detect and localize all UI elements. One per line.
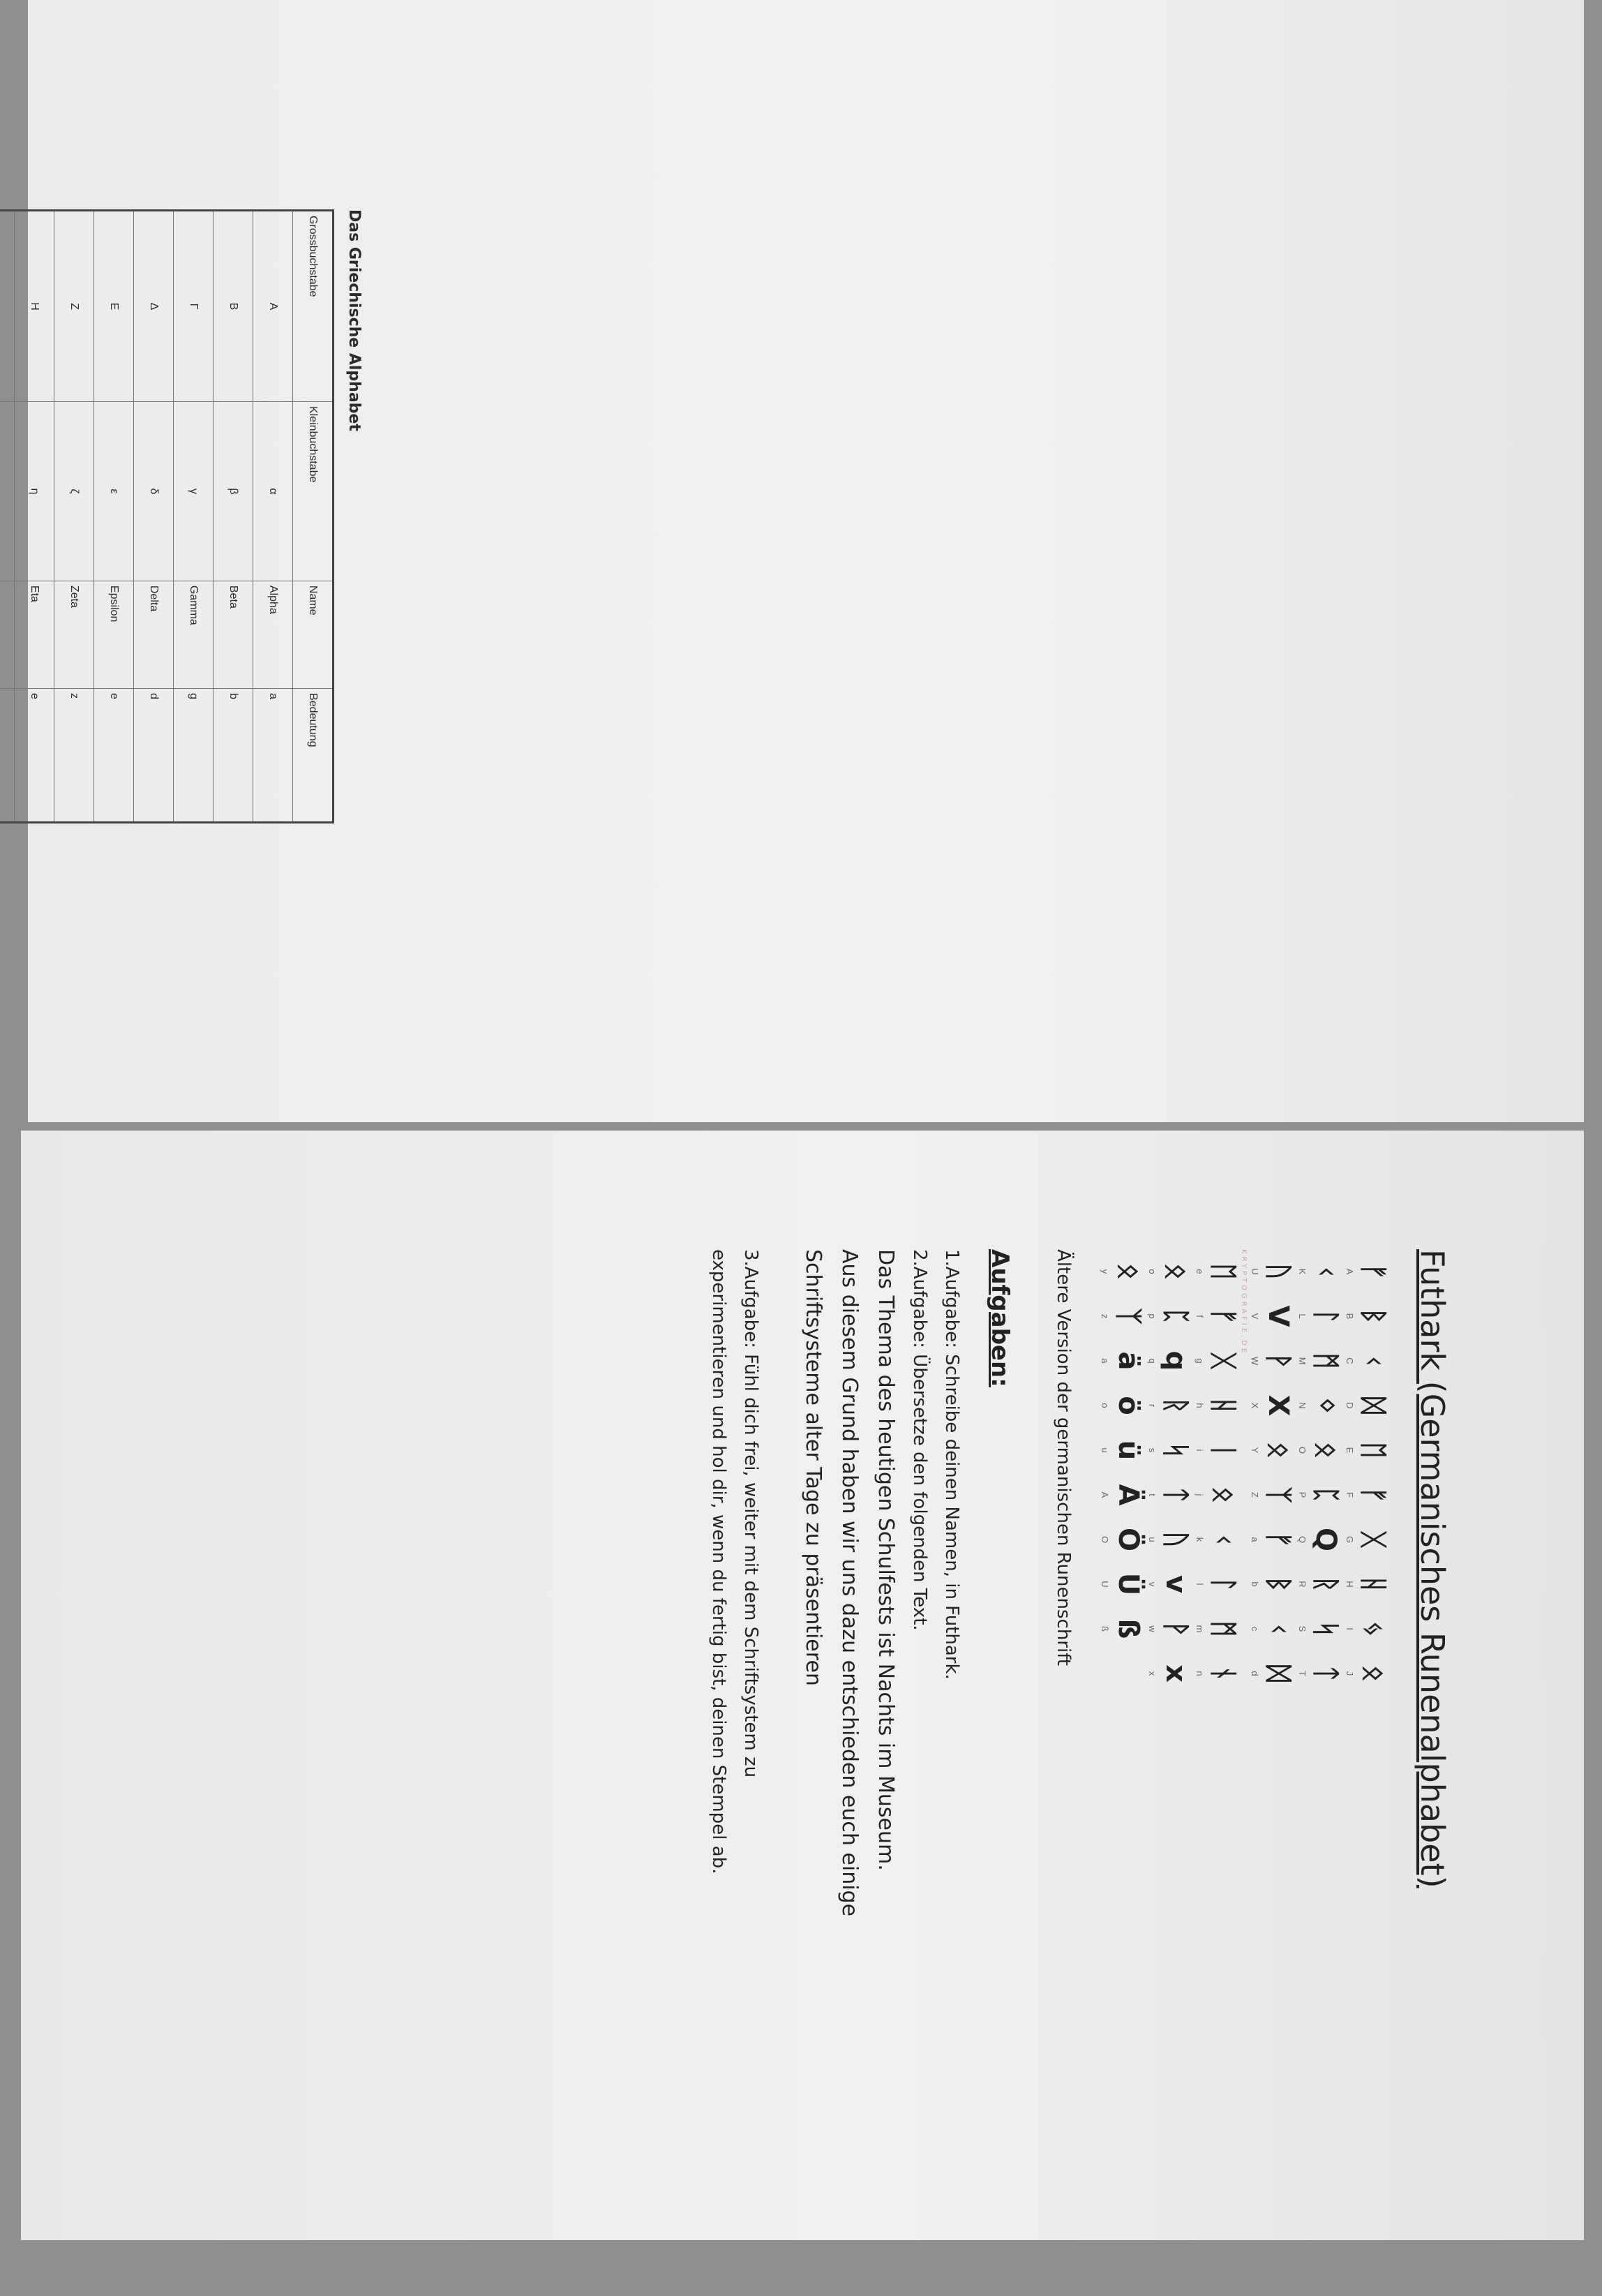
- rune-glyph-row: [1262, 1249, 1295, 2296]
- rune-letter: u: [1147, 1537, 1158, 1542]
- rune-letter: V: [1250, 1313, 1260, 1320]
- table-cell: b: [214, 689, 253, 823]
- rune-glyph: ᛟ: [1310, 1442, 1342, 1459]
- rune-glyph: ᚠ: [1262, 1531, 1294, 1548]
- rune-letter: c: [1250, 1626, 1260, 1632]
- rune-letter: t: [1147, 1493, 1158, 1496]
- rune-letter: A: [1100, 1491, 1110, 1498]
- rune-glyph: ᚲ: [1207, 1531, 1239, 1548]
- rune-glyph: ᚠ: [1357, 1263, 1389, 1280]
- rune-glyph: ᚲ: [1310, 1263, 1342, 1280]
- table-cell: e: [94, 689, 134, 823]
- table-cell: γ: [174, 401, 214, 581]
- rune-letter: k: [1195, 1537, 1205, 1542]
- rune-letter-row: [1192, 1249, 1206, 2296]
- rune-letter: w: [1147, 1625, 1158, 1632]
- task-3-line-2: experimentieren und hol dir, wenn du fertig bist, deinen Stempel ab.: [708, 1249, 729, 1874]
- rune-letter: v: [1147, 1581, 1158, 1587]
- futhark-page-content: [84, 1249, 1451, 2296]
- rune-glyph: ᚾ: [1207, 1665, 1239, 1682]
- table-cell: a: [253, 689, 293, 823]
- table-cell: Δ: [134, 211, 174, 402]
- rune-letter: S: [1297, 1625, 1308, 1632]
- futhark-title: Futhark (Germanisches Runenalphabet): [1414, 1249, 1451, 1888]
- column-header: Bedeutung: [293, 689, 334, 823]
- rune-glyph: ᛁ: [1207, 1442, 1239, 1459]
- table-cell: Η: [15, 211, 54, 402]
- table-cell: g: [174, 689, 214, 823]
- rune-glyph: v: [1160, 1574, 1192, 1594]
- rune-letter: x: [1147, 1671, 1158, 1676]
- rune-glyph: ß: [1112, 1618, 1144, 1639]
- table-cell: α: [253, 401, 293, 581]
- rune-caption: Ältere Version der germanischen Runenschrift: [1053, 1249, 1074, 1667]
- table-cell: [0, 401, 15, 581]
- table-cell: Gamma: [174, 581, 214, 688]
- rune-glyph: ᚷ: [1357, 1531, 1389, 1548]
- table-row: [214, 211, 253, 823]
- rune-glyph: ᚲ: [1357, 1352, 1389, 1369]
- rune-letter: N: [1297, 1402, 1308, 1409]
- rune-glyph: X: [1262, 1394, 1294, 1417]
- rune-glyph: ᚠ: [1357, 1486, 1389, 1503]
- table-cell: Beta: [214, 581, 253, 688]
- rune-glyph: ᚱ: [1160, 1397, 1192, 1414]
- table-cell: Alpha: [253, 581, 293, 688]
- rune-letter: K: [1297, 1268, 1308, 1275]
- rune-letter: A: [1345, 1268, 1355, 1275]
- rune-letter: B: [1345, 1313, 1355, 1320]
- rune-letter: F: [1345, 1492, 1355, 1498]
- greek-table-body: [0, 211, 293, 823]
- table-cell: Β: [214, 211, 253, 402]
- rune-glyph: ᛜ: [1310, 1397, 1342, 1414]
- rune-letter: l: [1195, 1583, 1205, 1586]
- rune-glyph: ᚲ: [1262, 1620, 1294, 1637]
- table-cell: ζ: [54, 401, 94, 581]
- tasks-heading: Aufgaben:: [986, 1249, 1014, 1387]
- table-row: [54, 211, 94, 823]
- column-header: Kleinbuchstabe: [293, 401, 334, 581]
- rune-glyph: ᚢ: [1262, 1263, 1294, 1280]
- rune-letter: D: [1345, 1402, 1355, 1409]
- rune-letter: o: [1147, 1269, 1158, 1274]
- rune-letter-row: [1145, 1249, 1159, 2296]
- table-cell: δ: [134, 401, 174, 581]
- rune-letter: a: [1250, 1537, 1260, 1542]
- table-cell: e: [15, 689, 54, 823]
- rune-glyph: ᛟ: [1262, 1442, 1294, 1459]
- rune-letter: Z: [1250, 1492, 1260, 1498]
- rune-glyph: ᛒ: [1357, 1308, 1389, 1325]
- rune-glyph: Ä: [1112, 1484, 1144, 1506]
- rune-letter: p: [1147, 1313, 1158, 1319]
- column-header: Grossbuchstabe: [293, 211, 334, 402]
- text-line-3: Schriftsysteme alter Tage zu präsentieren: [801, 1249, 825, 1686]
- rune-letter: E: [1345, 1447, 1355, 1454]
- table-row: [0, 211, 15, 823]
- rune-letter: f: [1195, 1315, 1205, 1318]
- rune-letter: m: [1195, 1625, 1205, 1633]
- rune-letter: R: [1297, 1581, 1308, 1588]
- table-cell: [0, 211, 15, 402]
- rune-letter: C: [1345, 1357, 1355, 1364]
- rune-glyph: ᛖ: [1357, 1442, 1389, 1459]
- rune-letter-row: [1248, 1249, 1262, 2296]
- rune-glyph: q: [1160, 1350, 1192, 1371]
- rune-glyph: ᛈ: [1160, 1308, 1192, 1325]
- rune-letter: h: [1195, 1403, 1205, 1408]
- rune-letter: u: [1100, 1447, 1110, 1453]
- rune-glyph: x: [1160, 1664, 1192, 1683]
- rune-glyph: ᛃ: [1357, 1620, 1389, 1637]
- rune-glyph: ᛟ: [1112, 1263, 1144, 1280]
- rune-glyph: ᚹ: [1160, 1620, 1192, 1637]
- rune-glyph: ᛋ: [1310, 1620, 1342, 1637]
- rune-letter: G: [1345, 1535, 1355, 1544]
- table-row: [253, 211, 293, 823]
- table-cell: Eta: [15, 581, 54, 688]
- greek-page-content: [0, 209, 363, 1117]
- rune-glyph: ᛋ: [1160, 1442, 1192, 1459]
- rune-letter: d: [1250, 1671, 1260, 1676]
- rune-glyph-row: [1159, 1249, 1192, 2296]
- column-header: Name: [293, 581, 334, 688]
- table-row: [94, 211, 134, 823]
- rune-letter: H: [1345, 1581, 1355, 1588]
- text-line-1: Das Thema des heutigen Schulfests ist Nachts im Museum.: [874, 1249, 898, 1871]
- rune-letter: I: [1345, 1627, 1355, 1630]
- rune-letter: j: [1195, 1493, 1205, 1496]
- table-cell: β: [214, 401, 253, 581]
- rune-letter: i: [1195, 1449, 1205, 1452]
- rune-glyph: ᛞ: [1357, 1397, 1389, 1414]
- rune-letter: r: [1147, 1403, 1158, 1408]
- rune-glyph: ü: [1112, 1440, 1144, 1461]
- rune-glyph: ᛟ: [1207, 1486, 1239, 1503]
- rune-letter: X: [1250, 1402, 1260, 1409]
- table-cell: Delta: [134, 581, 174, 688]
- rune-letter: J: [1345, 1671, 1355, 1676]
- rune-glyph: ᛉ: [1112, 1308, 1144, 1325]
- table-cell: ε: [94, 401, 134, 581]
- rune-glyph: ᛞ: [1262, 1665, 1294, 1682]
- task-3-line-1: 3.Aufgabe: Fühl dich frei, weiter mit dem Schriftsystem zu: [740, 1249, 761, 1778]
- rune-glyph: ᛚ: [1310, 1308, 1342, 1325]
- rune-glyph: ᚠ: [1207, 1308, 1239, 1325]
- rune-letter: O: [1297, 1446, 1308, 1454]
- rune-glyph: ä: [1112, 1351, 1144, 1371]
- rune-glyph: ᛟ: [1357, 1665, 1389, 1682]
- rune-glyph: ᛟ: [1160, 1263, 1192, 1280]
- rune-letter: o: [1100, 1403, 1110, 1408]
- table-cell: Ζ: [54, 211, 94, 402]
- rune-letter: O: [1100, 1535, 1110, 1544]
- rune-glyph: ᚱ: [1310, 1576, 1342, 1593]
- table-cell: z: [54, 689, 94, 823]
- table-row: [134, 211, 174, 823]
- rune-letter: Y: [1250, 1447, 1260, 1454]
- greek-title: Das Griechische Alphabet: [345, 209, 363, 431]
- rune-glyph: ᛉ: [1262, 1486, 1294, 1503]
- table-row: [174, 211, 214, 823]
- rune-letter-row: [1342, 1249, 1356, 2296]
- rune-glyph-row: [1206, 1249, 1240, 2296]
- table-cell: η: [15, 401, 54, 581]
- table-cell: Ε: [94, 211, 134, 402]
- rune-glyph: ᛚ: [1207, 1576, 1239, 1593]
- table-cell: [0, 689, 15, 823]
- table-row: [15, 211, 54, 823]
- rune-letter: U: [1100, 1581, 1110, 1588]
- rune-letter: W: [1250, 1356, 1260, 1366]
- rune-glyph: Q: [1310, 1527, 1342, 1551]
- rune-glyph: ö: [1112, 1396, 1144, 1415]
- table-cell: [0, 581, 15, 688]
- rune-letter: y: [1100, 1269, 1110, 1274]
- rune-glyph-row: [1356, 1249, 1390, 2296]
- rune-glyph: ᛒ: [1262, 1576, 1294, 1593]
- rune-glyph: Ü: [1112, 1572, 1144, 1596]
- table-cell: Γ: [174, 211, 214, 402]
- rune-glyph: ᛏ: [1310, 1665, 1342, 1682]
- rune-letter: M: [1297, 1357, 1308, 1365]
- rune-letter: s: [1147, 1447, 1158, 1453]
- rune-letter: P: [1297, 1491, 1308, 1498]
- task-1: 1.Aufgabe: Schreibe deinen Namen, in Futhark.: [941, 1249, 962, 1680]
- rune-glyph: ᚺ: [1207, 1397, 1239, 1414]
- table-cell: d: [134, 689, 174, 823]
- rune-letter: T: [1297, 1671, 1308, 1676]
- rune-letter: U: [1250, 1268, 1260, 1275]
- table-cell: Zeta: [54, 581, 94, 688]
- greek-table: [0, 209, 334, 823]
- rune-letter: e: [1195, 1269, 1205, 1274]
- table-cell: Α: [253, 211, 293, 402]
- rune-letter: q: [1147, 1358, 1158, 1364]
- rune-glyph: ᚷ: [1207, 1352, 1239, 1369]
- rune-glyph-row: [1111, 1249, 1145, 2296]
- rune-letter: Q: [1297, 1535, 1308, 1544]
- greek-table-header: [293, 211, 334, 823]
- rune-letter: g: [1195, 1358, 1205, 1364]
- rune-glyph: ᛗ: [1207, 1620, 1239, 1637]
- rune-letter: n: [1195, 1671, 1205, 1676]
- rune-glyph: ᚺ: [1357, 1576, 1389, 1593]
- rune-table: [1098, 1249, 1390, 2296]
- rune-glyph: ᛏ: [1160, 1486, 1192, 1503]
- rune-letter: z: [1100, 1313, 1110, 1319]
- rune-glyph: ᚢ: [1160, 1531, 1192, 1548]
- rune-glyph: ᛖ: [1207, 1263, 1239, 1280]
- rune-glyph: Ö: [1112, 1527, 1144, 1551]
- rune-letter-row: [1098, 1249, 1111, 2296]
- rune-glyph: V: [1262, 1305, 1294, 1327]
- rune-glyph-row: [1309, 1249, 1342, 2296]
- rune-glyph: ᛈ: [1310, 1486, 1342, 1503]
- rune-letter: b: [1250, 1581, 1260, 1587]
- text-line-2: Aus diesem Grund haben wir uns dazu entschieden euch einige: [837, 1249, 862, 1917]
- rune-letter: ß: [1100, 1626, 1110, 1632]
- rune-letter: a: [1100, 1358, 1110, 1364]
- table-cell: Epsilon: [94, 581, 134, 688]
- rune-letter-row: [1295, 1249, 1309, 2296]
- rune-letter: L: [1297, 1313, 1308, 1319]
- watermark-text: KRYPTOGRAFIE.DE: [1240, 1249, 1248, 1356]
- rune-glyph: ᚹ: [1262, 1352, 1294, 1369]
- task-2: 2.Aufgabe: Übersetze den folgenden Text.: [909, 1249, 930, 1631]
- rune-glyph: ᛗ: [1310, 1352, 1342, 1369]
